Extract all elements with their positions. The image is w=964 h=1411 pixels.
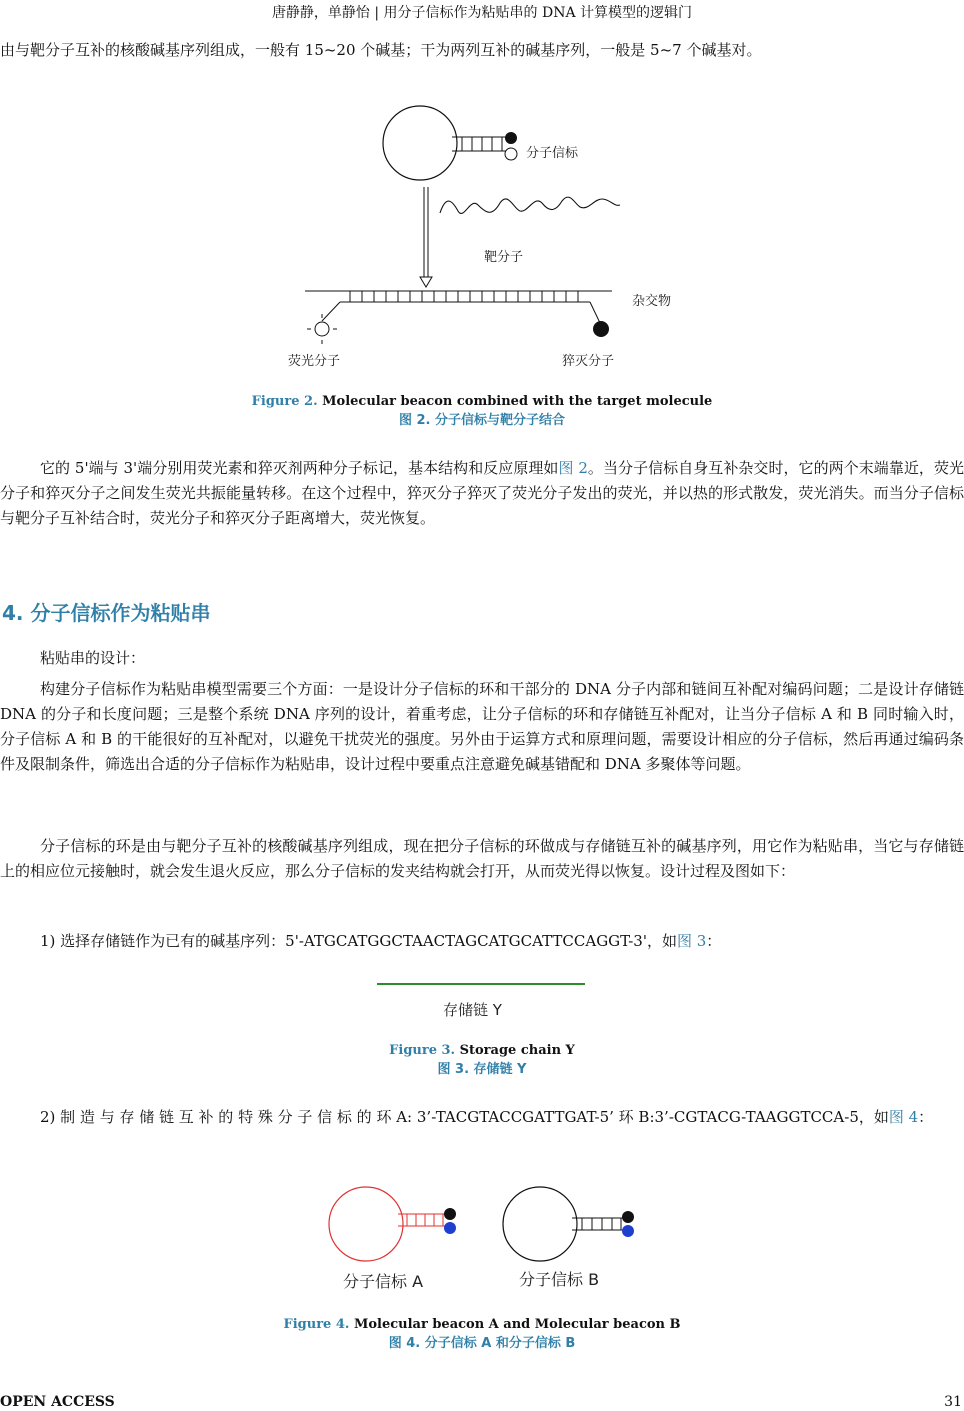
- step-2: 2) 制 造 与 存 储 链 互 补 的 特 殊 分 子 信 标 的 环 A: 3’-TACGTACCGATTGAT-5’ 环 B:3’-CGTACG-TAAGGTCCA-5，如图 4：: [40, 1108, 934, 1126]
- beacon-b-fluorophore: [622, 1225, 634, 1237]
- beacon-loop: [383, 106, 457, 180]
- intro-line: 由与靶分子互补的核酸碱基序列组成，一般有 15~20 个碱基；干为两列互补的碱基序列，一般是 5~7 个碱基对。: [0, 41, 762, 59]
- storage-chain-label: 存储链 Y: [443, 1001, 502, 1019]
- paragraph-design-title: 粘贴串的设计：: [40, 649, 146, 667]
- beacon-b-loop: [503, 1187, 577, 1261]
- fluorophore-glow-icon: [307, 314, 337, 344]
- footer-open-access: OPEN ACCESS: [0, 1394, 115, 1410]
- figure-4-caption-zh: 图 4. 分子信标 A 和分子信标 B: [388, 1336, 576, 1351]
- beacon-stem: [452, 137, 510, 151]
- hybrid-ladder: [305, 291, 612, 323]
- quencher-dot: [505, 132, 517, 144]
- section-4-heading: 4. 分子信标作为粘贴串: [2, 601, 211, 625]
- quencher-dot-hybrid: [593, 321, 609, 337]
- paragraph-principle: 它的 5'端与 3'端分别用荧光素和猝灭剂两种分子标记，基本结构和反应原理如图 2。当分子信标自身互补杂交时，它的两个末端靠近，荧光分子和猝灭分子之间发生荧光共振能量转移。在这个过程中，猝灭分子猝灭了荧光分子发出的荧光，并以热的形式散发，荧光消失。而当分子信标与靶分子互补结合时，荧光分子和猝灭分子距离增大，荧光恢复。: [0, 459, 964, 527]
- quencher-label: 猝灭分子: [562, 354, 615, 369]
- fluorophore-label: 荧光分子: [288, 354, 341, 369]
- figure-4-caption-en: Figure 4. Molecular beacon A and Molecular beacon B: [283, 1317, 681, 1332]
- figure-2-caption-zh: 图 2. 分子信标与靶分子结合: [398, 413, 566, 428]
- paragraph-design: 构建分子信标作为粘贴串模型需要三个方面：一是设计分子信标的环和干部分的 DNA 分子内部和链间互补配对编码问题；二是设计存储链 DNA 的分子和长度问题；三是整个系统 DNA 序列的设计，着重考虑，让分子信标的环和存储链互补配对，让当分子信标 A 和 B 同时输入时，分子信标 A 和 B 的干能很好的互补配对，以避免干扰荧光的强度。另外由于运算方式和原理问题，需要设计相应的分子信标，然后再通过编码条件及限制条件，筛选出合适的分子信标作为粘贴串，设计过程中要重点注意避免碱基错配和 DNA 多聚体等问题。: [0, 680, 964, 773]
- beacon-a-label: 分子信标 A: [343, 1272, 424, 1291]
- beacon-label: 分子信标: [526, 146, 579, 161]
- hybrid-label: 杂交物: [632, 294, 672, 309]
- beacon-a-loop: [329, 1187, 403, 1261]
- figure-4-link[interactable]: 图 4: [888, 1108, 919, 1126]
- figure-2-link[interactable]: 图 2: [558, 459, 588, 477]
- target-wave: [440, 197, 620, 213]
- figure-3-caption-zh: 图 3. 存储链 Y: [437, 1062, 527, 1077]
- figure-2-caption-en: [0, 392, 964, 411]
- beacon-a-fluorophore: [444, 1222, 456, 1234]
- beacon-a-quencher: [444, 1208, 456, 1220]
- fluorophore-dot: [505, 148, 517, 160]
- beacon-a-stem: [398, 1214, 448, 1226]
- figure-3-diagram: [0, 975, 964, 1025]
- beacon-b-quencher: [622, 1211, 634, 1223]
- target-label: 靶分子: [484, 250, 524, 265]
- beacon-b-label: 分子信标 B: [519, 1270, 600, 1289]
- down-arrow: [420, 187, 432, 287]
- figure-3-caption-en: Figure 3. Storage chain Y: [389, 1043, 575, 1058]
- beacon-b-stem: [572, 1218, 626, 1230]
- figure-2-diagram: [0, 95, 964, 385]
- step-1: 1) 选择存储链作为已有的碱基序列：5'-ATGCATGGCTAACTAGCATGCATTCCAGGT-3'，如图 3：: [40, 932, 722, 950]
- figure-3-link[interactable]: 图 3: [676, 932, 707, 950]
- paragraph-loop: 分子信标的环是由与靶分子互补的核酸碱基序列组成，现在把分子信标的环做成与存储链互补的碱基序列，用它作为粘贴串，当它与存储链上的相应位元接触时，就会发生退火反应，那么分子信标的发夹结构就会打开，从而荧光得以恢复。设计过程及图如下：: [0, 837, 964, 880]
- figure-2-caption-label: Figure 2.: [251, 394, 318, 409]
- running-header: 唐静静，单静怡 | 用分子信标作为粘贴串的 DNA 计算模型的逻辑门: [271, 5, 693, 21]
- figure-4-diagram: [0, 1180, 964, 1300]
- figure-2-caption-text: Molecular beacon combined with the target molecule: [317, 394, 713, 409]
- page-number: 31: [944, 1394, 962, 1410]
